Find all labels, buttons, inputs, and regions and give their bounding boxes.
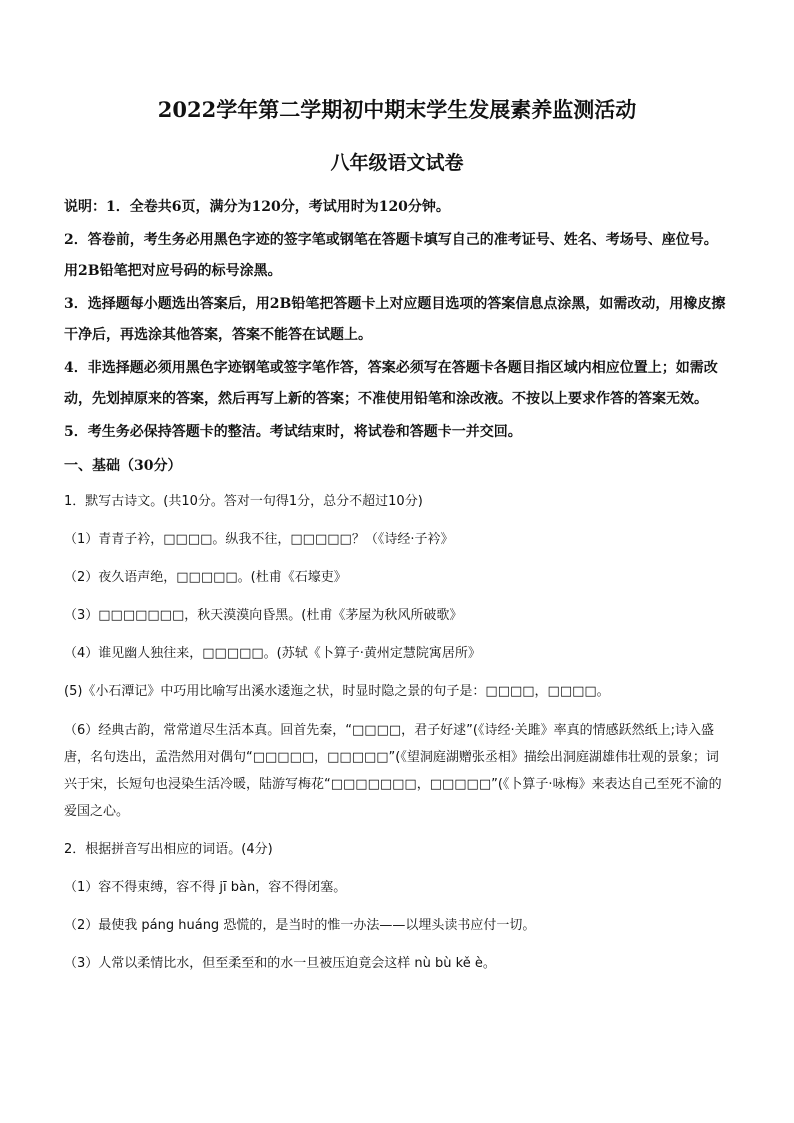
question-2-stem: 2．根据拼音写出相应的词语。(4分): [64, 842, 273, 857]
exam-title: 2022学年第二学期初中期末学生发展素养监测活动: [157, 97, 637, 122]
instructions: [64, 192, 730, 448]
question-1-item-4: （4）谁见幽人独往来，□□□□□。(苏轼《卜算子·黄州定慧院寓居所》: [64, 646, 481, 661]
question-2-item-1: （1）容不得束缚，容不得 jī bàn，容不得闭塞。: [64, 880, 347, 895]
question-1-item-2: （2）夜久语声绝，□□□□□。(杜甫《石壕吏》: [64, 570, 347, 585]
instruction-1: 说明：1．全卷共6页，满分为120分，考试用时为120分钟。: [64, 199, 450, 215]
exam-subtitle: 八年级语文试卷: [330, 152, 464, 174]
question-1-item-1: （1）青青子衿，□□□□。纵我不往，□□□□□？（《诗经·子衿》: [64, 532, 454, 547]
question-2-item-2: （2）最使我 páng huáng 恐慌的，是当时的惟一办法——以埋头读书应付一切。: [64, 918, 536, 933]
instruction-5: 5．考生务必保持答题卡的整洁。考试结束时，将试卷和答题卡一并交回。: [64, 424, 522, 440]
instruction-2: 2．答卷前，考生务必用黑色字迹的签字笔或钢笔在答题卡填写自己的准考证号、姓名、考场号、座位号。用2B铅笔把对应号码的标号涂黑。: [64, 232, 718, 279]
question-2-item-3: （3）人常以柔情比水，但至柔至和的水一旦被压迫竟会这样 nù bù kě è。: [64, 956, 496, 971]
instruction-3: 3．选择题每小题选出答案后，用2B铅笔把答题卡上对应题目选项的答案信息点涂黑，如需改动，用橡皮擦干净后，再选涂其他答案，答案不能答在试题上。: [64, 296, 726, 343]
question-1-item-3: （3）□□□□□□□，秋天漠漠向昏黑。(杜甫《茅屋为秋风所破歌》: [64, 608, 463, 623]
question-1-stem: 1．默写古诗文。(共10分。答对一句得1分，总分不超过10分): [64, 494, 423, 509]
section-heading-basics: 一、基础（30分）: [64, 458, 182, 474]
question-1-item-6: （6）经典古韵，常常道尽生活本真。回首先秦，“□□□□，君子好逑”(《诗经·关雎》率真的情感跃然纸上;诗入盛唐，名句迭出，孟浩然用对偶句“□□□□□，□□□□□”(《望洞庭湖赠张丞相》描绘出洞庭湖雄伟壮观的景象；词兴于宋，长短句也浸染生活冷暖，陆游写梅花“□□□□□□□，□□□□□”(《卜算子·咏梅》来表达自己至死不渝的爱国之心。: [64, 723, 722, 819]
instruction-4: 4．非选择题必须用黑色字迹钢笔或签字笔作答，答案必须写在答题卡各题目指区域内相应位置上；如需改动，先划掉原来的答案，然后再写上新的答案；不准使用铅笔和涂改液。不按以上要求作答的答案无效。: [64, 360, 718, 407]
question-1-item-5: (5)《小石潭记》中巧用比喻写出溪水逶迤之状，时显时隐之景的句子是：□□□□，□□□□。: [64, 684, 610, 699]
